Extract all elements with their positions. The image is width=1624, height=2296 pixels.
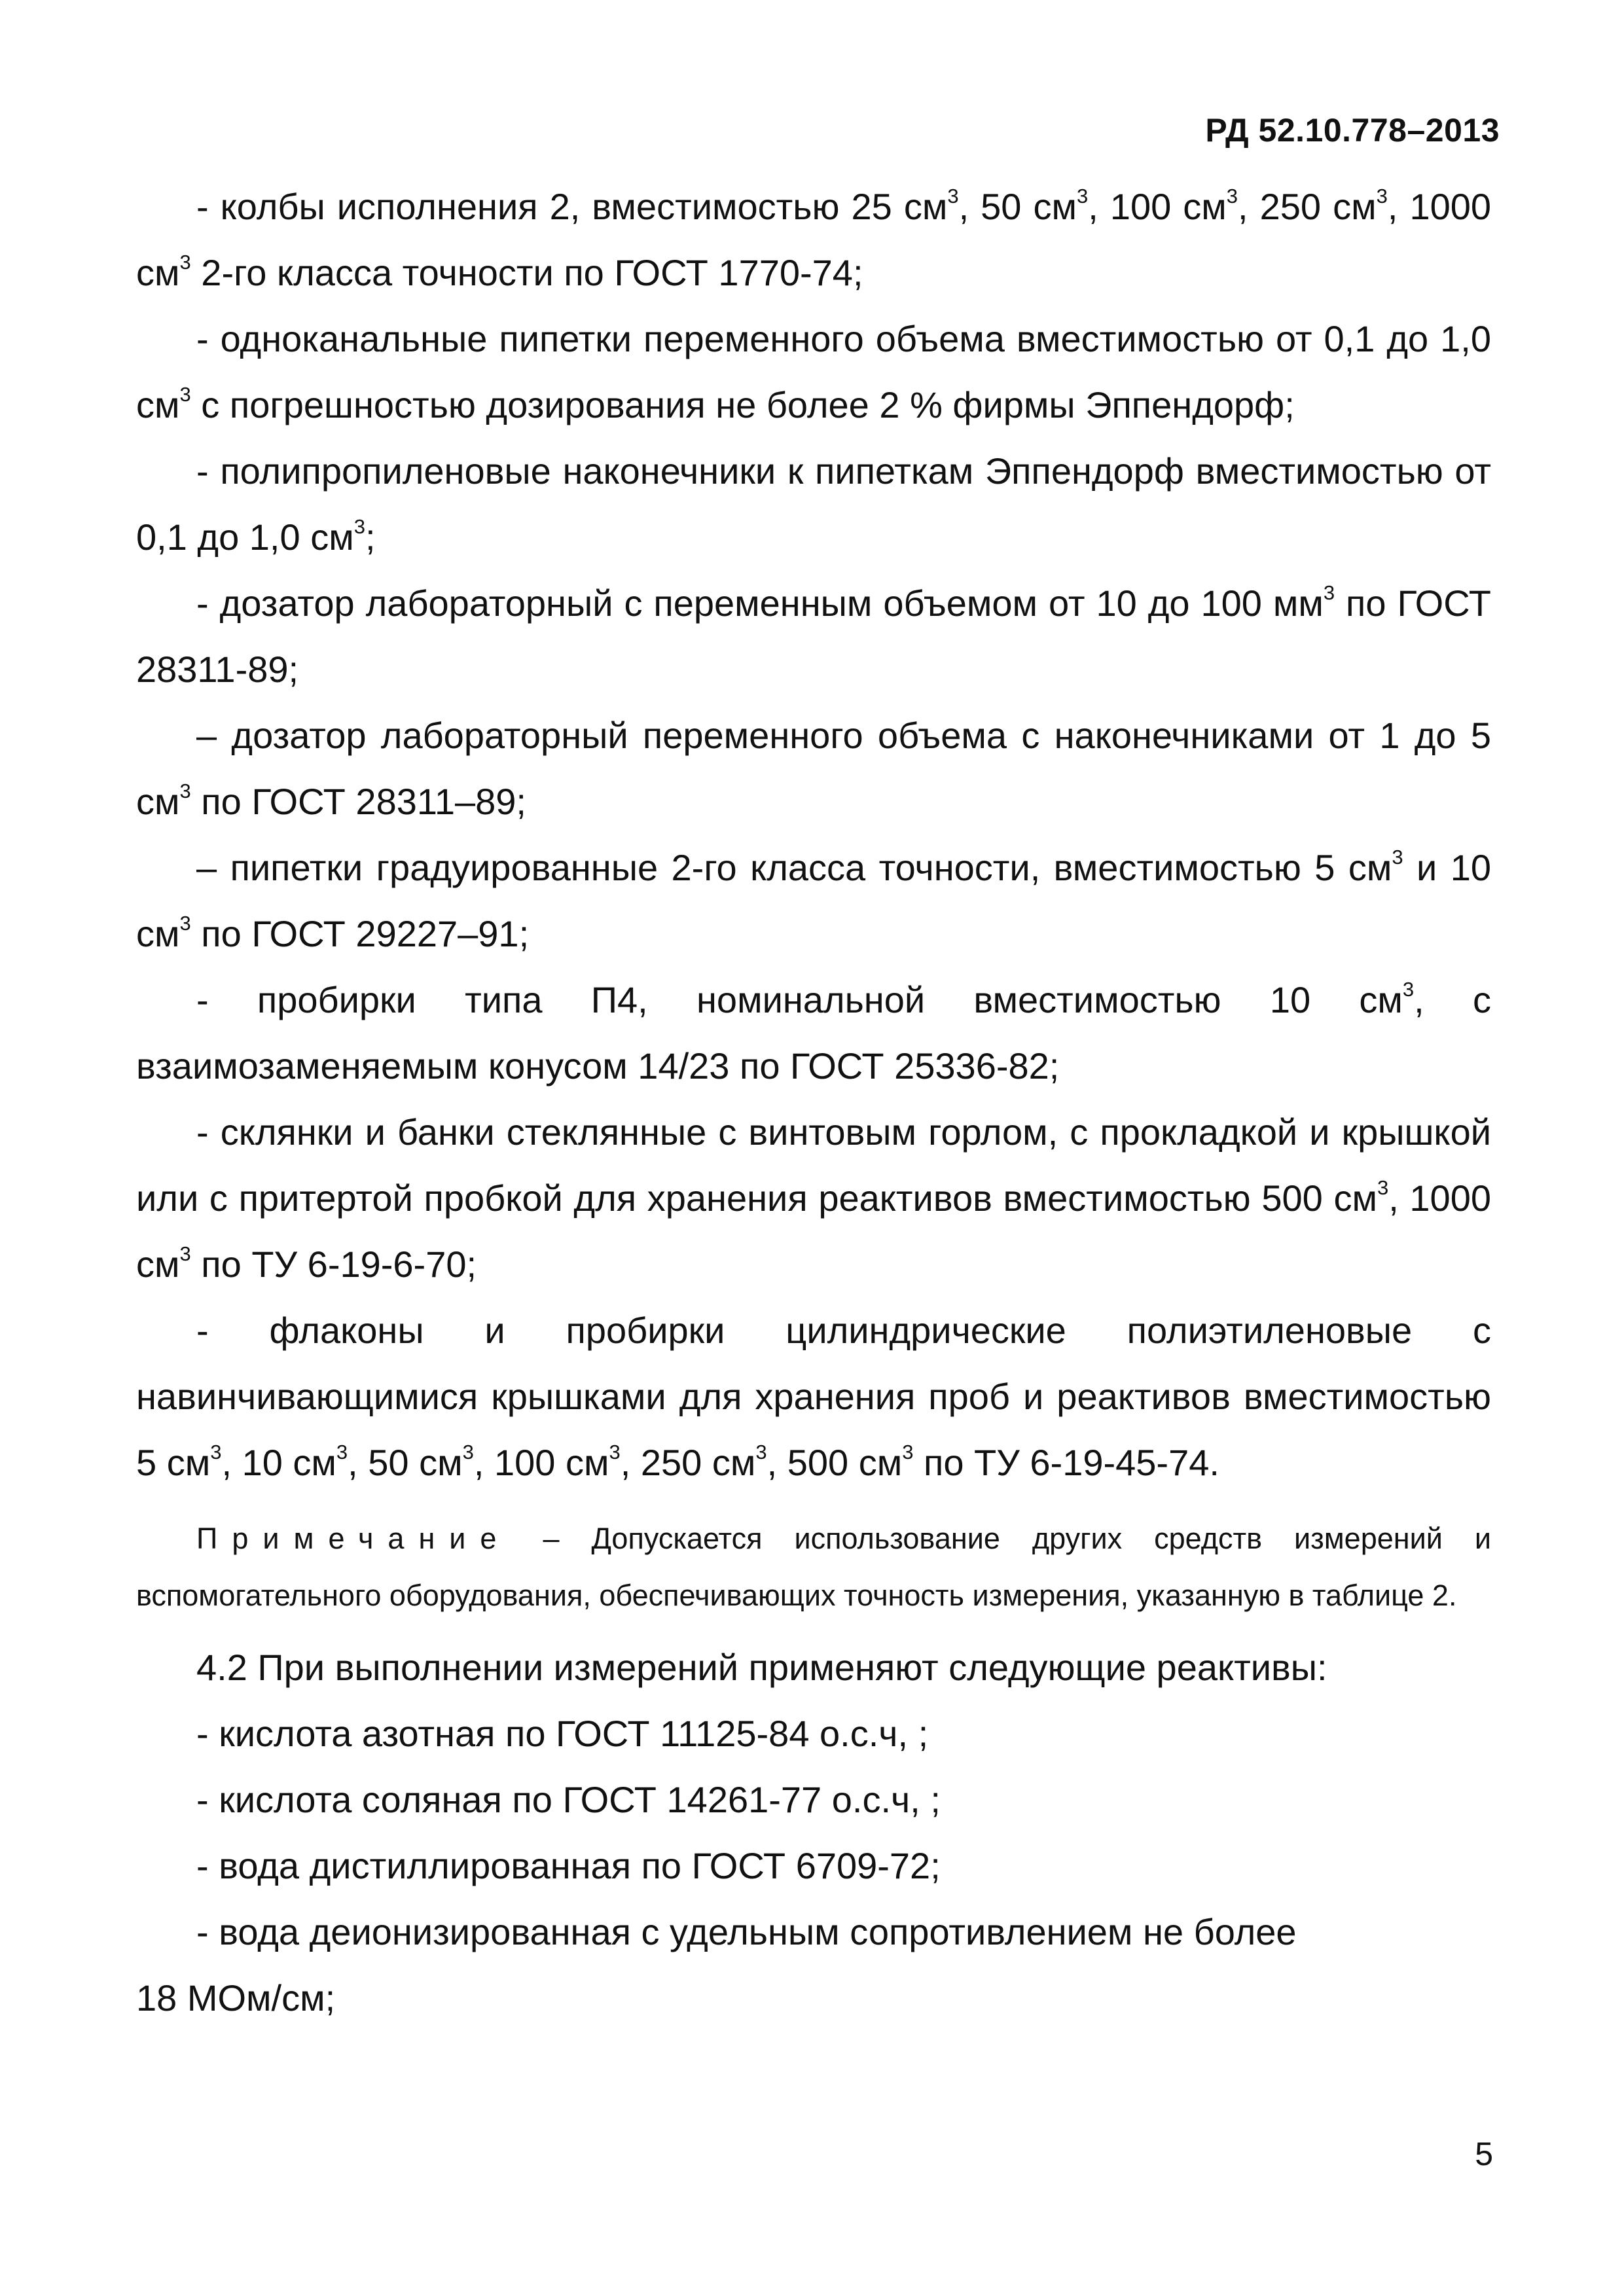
equipment-item [136,834,1491,967]
superscript: 3 [1323,581,1335,604]
text-run: по ТУ 6-19-45-74. [913,1442,1219,1483]
superscript: 3 [179,912,191,935]
superscript: 3 [947,185,959,207]
superscript: 3 [336,1441,348,1463]
text-run: - полипропиленовые наконечники к пипеткам Эппендорф вместимостью от 0,1 до 1,0 см [136,450,1491,558]
equipment-item [136,967,1491,1099]
text-run: по ТУ 6-19-6-70; [190,1244,477,1285]
superscript: 3 [902,1441,914,1463]
text-run: , 50 см [348,1442,463,1483]
note-label: Примечание [196,1522,511,1555]
text-run: - одноканальные пипетки переменного объема вместимостью от 0,1 до 1,0 см [136,318,1491,425]
text-run: и 10 см [136,847,1492,954]
text-run: , 1000 см [136,186,1492,293]
superscript: 3 [1226,185,1238,207]
text-run: - склянки и банки стеклянные с винтовым горлом, с прокладкой и крышкой или с притертой пробкой для хранения реактивов вместимостью 500 см [136,1111,1491,1219]
text-run: - флаконы и пробирки цилиндрические полиэтиленовые с навинчивающимися крышками для хранения проб и реактивов вместимостью 5 см [136,1310,1491,1483]
superscript: 3 [210,1441,222,1463]
superscript: 3 [179,1242,191,1265]
text-run: ; [365,516,376,558]
text-run: - колбы исполнения 2, вместимостью 25 см [196,186,948,227]
superscript: 3 [1076,185,1089,207]
equipment-list [136,173,1491,1496]
text-run: 2-го класса точности по ГОСТ 1770-74; [190,252,863,293]
text-run: , 500 см [767,1442,903,1483]
text-run: – дозатор лабораторный переменного объема с наконечниками от 1 до 5 см [136,715,1491,822]
text-run: , 10 см [221,1442,336,1483]
reagent-item: - кислота соляная по ГОСТ 14261-77 о.с.ч, ; [196,1779,941,1820]
page-body [136,173,1491,2031]
superscript: 3 [1392,846,1403,869]
note [136,1510,1491,1624]
superscript: 3 [1402,978,1415,1001]
reagent-item: - кислота азотная по ГОСТ 11125-84 о.с.ч, ; [196,1713,929,1754]
text-run: по ГОСТ 28311-89; [136,583,1491,690]
superscript: 3 [179,251,191,274]
equipment-item [136,702,1491,834]
text-run: , с взаимозаменяемым конусом 14/23 по ГОСТ 25336-82; [136,979,1491,1086]
equipment-item [136,173,1491,306]
text-run: с погрешностью дозирования не более 2 % фирмы Эппендорф; [190,384,1295,425]
equipment-item [136,438,1491,570]
equipment-item [136,306,1491,438]
section-4-2-heading: 4.2 При выполнении измерений применяют следующие реактивы: [196,1647,1327,1688]
equipment-item [136,1297,1491,1496]
reagent-item: - вода дистиллированная по ГОСТ 6709-72; [196,1845,941,1886]
text-run: , 100 см [473,1442,609,1483]
text-run: по ГОСТ 29227–91; [190,913,530,954]
text-run: , 250 см [620,1442,756,1483]
document-code: РД 52.10.778–2013 [1205,112,1500,149]
text-run: , 250 см [1238,186,1377,227]
superscript: 3 [1377,1176,1389,1199]
text-run: по ГОСТ 28311–89; [190,781,526,822]
superscript: 3 [179,780,191,802]
superscript: 3 [353,515,365,538]
superscript: 3 [1376,185,1388,207]
text-run: - пробирки типа П4, номинальной вместимостью 10 см [196,979,1403,1020]
equipment-item [136,570,1491,702]
reagent-item-continuation: 18 МОм/см; [136,1977,336,2018]
page-number: 5 [1475,2136,1493,2172]
text-run: – пипетки градуированные 2-го класса точности, вместимостью 5 см [196,847,1392,888]
text-run: , 50 см [958,186,1077,227]
note-text: – Допускается использование других средств измерений и вспомогательного оборудования, обеспечивающих точность измерения, указанную в таблице 2. [136,1522,1491,1612]
text-run: - дозатор лабораторный с переменным объемом от 10 до 100 мм [196,583,1324,624]
superscript: 3 [179,383,191,406]
equipment-item [136,1099,1491,1297]
superscript: 3 [609,1441,621,1463]
text-run: , 100 см [1088,186,1227,227]
superscript: 3 [755,1441,767,1463]
reagent-item: - вода деионизированная с удельным сопротивлением не более [196,1911,1297,1952]
superscript: 3 [462,1441,474,1463]
text-run: , 1000 см [136,1177,1491,1285]
